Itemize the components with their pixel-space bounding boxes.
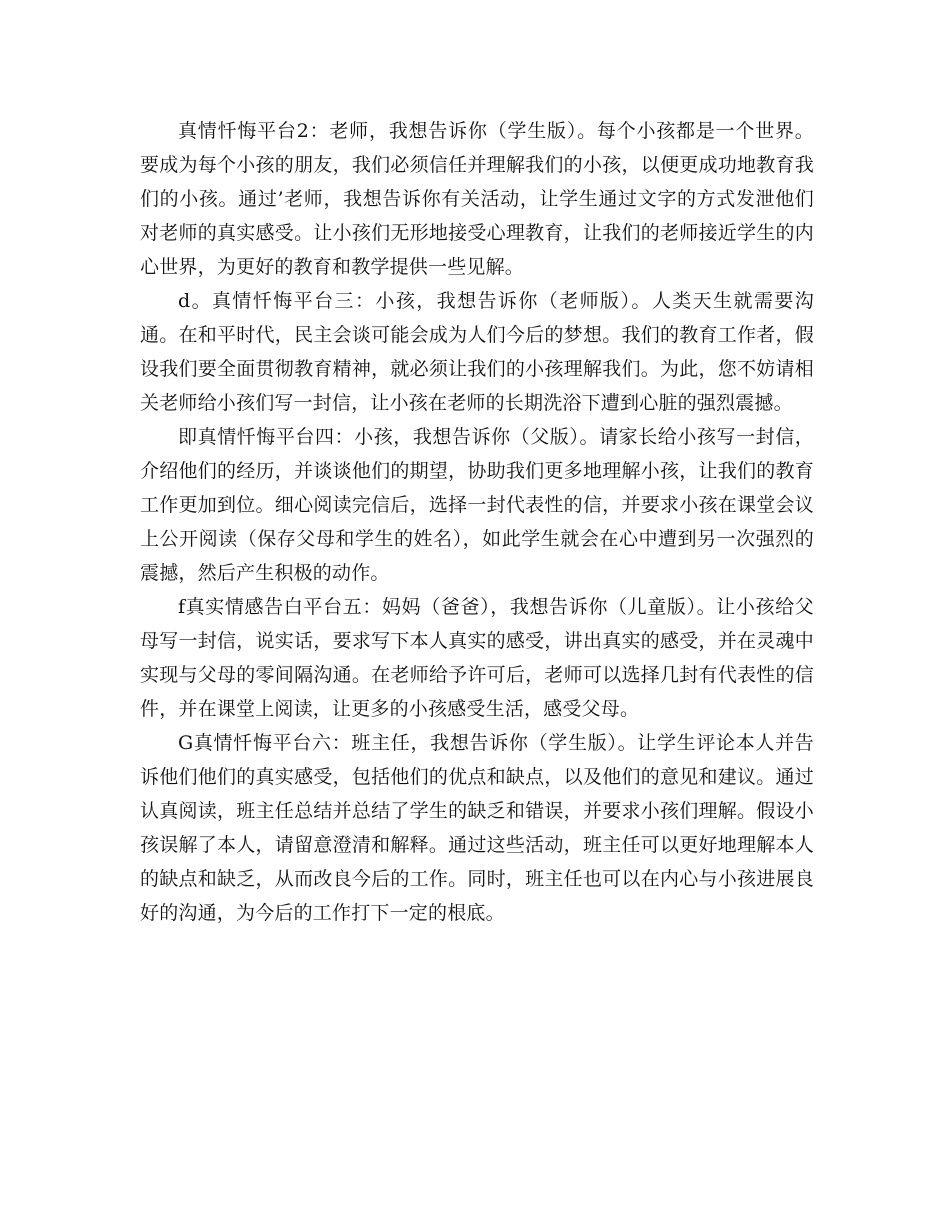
paragraph-platform-2: 真情忏悔平台2：老师，我想告诉你（学生版）。每个小孩都是一个世界。要成为每个小孩的朋友，我们必须信任并理解我们的小孩，以便更成功地教育我们的小孩。通过’老师，我想告诉你有关活动，让学生通过文字的方式发泄他们对老师的真实感受。让小孩们无形地接受心理教育，让我们的老师接近学生的内心世界，为更好的教育和教学提供一些见解。 xyxy=(140,120,814,278)
document-body xyxy=(140,114,814,930)
paragraph-platform-4: 即真情忏悔平台四：小孩，我想告诉你（父版）。请家长给小孩写一封信，介绍他们的经历，并谈谈他们的期望，协助我们更多地理解小孩，让我们的教育工作更加到位。细心阅读完信后，选择一封代表性的信，并要求小孩在课堂会议上公开阅读（保存父母和学生的姓名），如此学生就会在心中遭到另一次强烈的震撼，然后产生积极的动作。 xyxy=(140,426,814,584)
paragraph-platform-6: G真情忏悔平台六：班主任，我想告诉你（学生版）。让学生评论本人并告诉他们他们的真实感受，包括他们的优点和缺点，以及他们的意见和建议。通过认真阅读，班主任总结并总结了学生的缺乏和错误，并要求小孩们理解。假设小孩误解了本人，请留意澄清和解释。通过这些活动，班主任可以更好地理解本人的缺点和缺乏，从而改良今后的工作。同时，班主任也可以在内心与小孩进展良好的沟通，为今后的工作打下一定的根底。 xyxy=(140,732,814,924)
paragraph-platform-5: f真实情感告白平台五：妈妈（爸爸），我想告诉你（儿童版）。让小孩给父母写一封信，说实话，要求写下本人真实的感受，讲出真实的感受，并在灵魂中实现与父母的零间隔沟通。在老师给予许可后，老师可以选择几封有代表性的信件，并在课堂上阅读，让更多的小孩感受生活，感受父母。 xyxy=(140,596,814,720)
paragraph-platform-3: d。真情忏悔平台三：小孩，我想告诉你（老师版）。人类天生就需要沟通。在和平时代，民主会谈可能会成为人们今后的梦想。我们的教育工作者，假设我们要全面贯彻教育精神，就必须让我们的小孩理解我们。为此，您不妨请相关老师给小孩们写一封信，让小孩在老师的长期洗浴下遭到心脏的强烈震撼。 xyxy=(140,290,814,414)
